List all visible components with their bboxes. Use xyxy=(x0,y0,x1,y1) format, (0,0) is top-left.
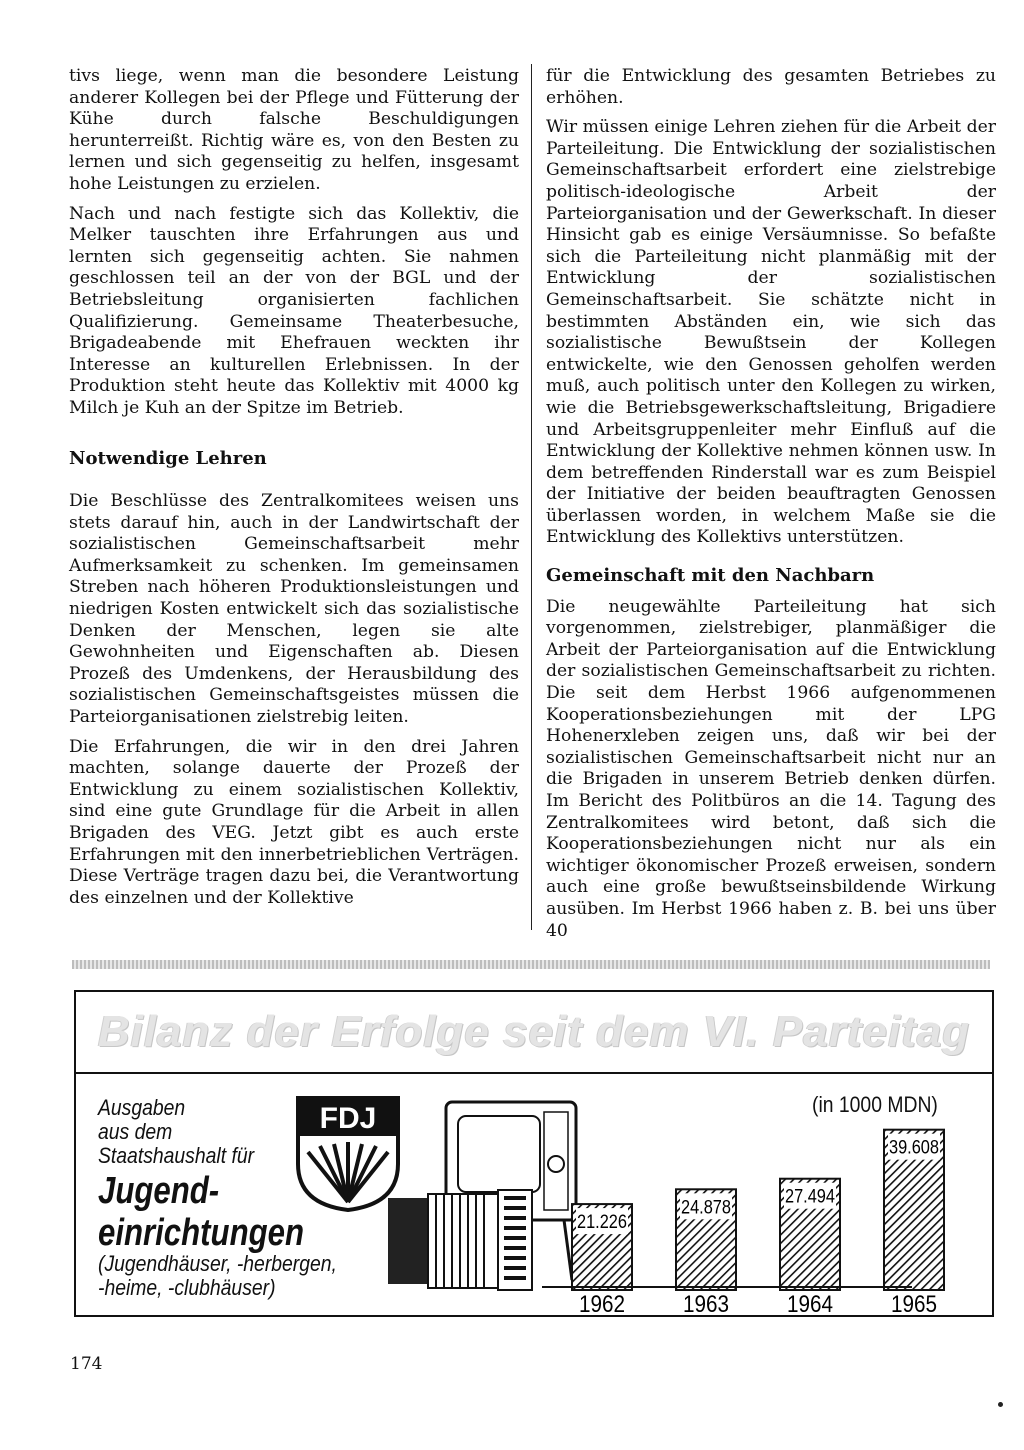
page-number: 174 xyxy=(70,1354,103,1374)
caption-sub-2: -heime, -clubhäuser) xyxy=(98,1275,276,1300)
fdj-logo-text: FDJ xyxy=(319,1102,377,1135)
value-label-1962: 21.226 xyxy=(577,1212,627,1234)
left-column xyxy=(69,66,519,917)
value-label-1964: 27.494 xyxy=(785,1186,836,1208)
caption-line-1: Ausgaben xyxy=(98,1095,186,1120)
year-label-1963: 1963 xyxy=(683,1291,729,1317)
caption-sub-1: (Jugendhäuser, -herbergen, xyxy=(98,1251,337,1276)
banner-title: Bilanz der Erfolge seit dem VI. Parteitag xyxy=(97,1007,971,1056)
right-paragraph-3: Die neugewählte Parteileitung hat sich vorgenommen, zielstrebiger, planmäßiger die Arbeit der Parteiorganisation auf die Entwicklung der sozialistischen Gemeinschaftsarbeit zu richten. Die seit dem Herbst 1966 aufgenommenen Kooperationsbeziehungen mit der LPG Hohenerxleben zeigen uns, daß wir bei der sozialistischen Gemeinschaftsarbeit nicht nur an die Brigaden in unserem Betrieb denken dürfen. Im Bericht des Politbüros an die 14. Tagung des Zentralkomitees wird betont, daß sich die Kooperationsbeziehungen nicht nur als ein wichtiger ökonomischer Prozeß erweisen, sondern auch eine große bewußtseinsbildende Wirkung ausüben. Im Herbst 1966 haben z. B. bei uns über 40 xyxy=(546,596,996,941)
right-column xyxy=(546,66,996,950)
chart-unit-label: (in 1000 MDN) xyxy=(812,1092,938,1117)
caption-big-2: einrichtungen xyxy=(98,1212,305,1254)
accordion-icon xyxy=(388,1190,532,1290)
caption-line-2: aus dem xyxy=(98,1119,173,1144)
right-paragraph-2: Wir müssen einige Lehren ziehen für die Arbeit der Parteileitung. Die Entwicklung der sozialistischen Gemeinschaftsarbeit erfordert eine zielstrebige politisch-ideologische Arbeit der Parteiorganisation und der Gewerkschaft. In dieser Hinsicht gab es einige Versäumnisse. So befaßte sich die Parteileitung nicht planmäßig mit der Entwicklung der sozialistischen Gemeinschaftsarbeit. Sie schätzte nicht in bestimmten Abständen ein, wie sich das sozialistische Bewußtsein der Kollegen entwickelte, wie den Genossen geholfen werden muß, auch politisch unter den Kollegen zu wirken, wie die Betriebsgewerkschaftsleitung, Brigadiere und Arbeitsgruppenleiter mehr Einfluß auf die Entwicklung der Kollektive nehmen können usw. In dem betreffenden Rinderstall war es zum Beispiel der Initiative der beiden beauftragten Genossen überlassen worden, in welchem Maße sie die Entwicklung des Kollektivs unterstützen. xyxy=(546,117,996,548)
separator-band xyxy=(72,960,990,969)
left-paragraph-2: Nach und nach festigte sich das Kollektiv, die Melker tauschten ihre Erfahrungen aus und lernten sich gegenseitig achten. Sie nahmen geschlossen teil an der von der BGL und der Betriebsleitung organisierten fachlichen Qualifizierung. Gemeinsame Theaterbesuche, Brigadeabende mit Ehefrauen weckten ihr Interesse an kulturellen Erlebnissen. In der Produktion steht heute das Kollektiv mit 4000 kg Milch je Kuh an der Spitze im Betrieb. xyxy=(69,203,519,418)
left-paragraph-1: tivs liege, wenn man die besondere Leistung anderer Kollegen bei der Pflege und Fütterung der Kühe durch falsche Beschuldigungen herunterreißt. Richtig wäre es, von den Besten zu lernen und sich gegenseitig zu helfen, insgesamt hohe Leistungen zu erzielen. xyxy=(69,66,519,194)
heading-notwendige-lehren: Notwendige Lehren xyxy=(69,447,267,469)
year-label-1965: 1965 xyxy=(891,1291,937,1317)
left-paragraph-4: Die Erfahrungen, die wir in den drei Jahren machten, solange dauerte der Prozeß der Entwicklung zu einem sozialistischen Kollektiv, sind eine gute Grundlage für die Arbeit in allen Brigaden des VEG. Jetzt gibt es auch erste Erfahrungen mit den innerbetrieblichen Verträgen. Diese Verträge tragen dazu bei, die Verantwortung des einzelnen und der Kollektive xyxy=(69,736,519,908)
left-paragraph-3: Die Beschlüsse des Zentralkomitees weisen uns stets darauf hin, auch in der Landwirtschaft der sozialistischen Gemeinschaftsarbeit mehr Aufmerksamkeit zu schenken. Im gemeinsamen Streben nach höheren Produktionsleistungen und niedrigen Kosten entwickelt sich das sozialistische Denken der Menschen, legen sie alte Gewohnheiten und Eigenschaften ab. Diesen Prozeß des Umdenkens, der Herausbildung des sozialistischen Gemeinschaftsgeistes müssen die Parteiorganisationen zielstrebig leiten. xyxy=(69,491,519,728)
column-divider xyxy=(531,64,532,930)
chart-baseline xyxy=(542,1286,912,1288)
right-paragraph-1: für die Entwicklung des gesamten Betriebes zu erhöhen. xyxy=(546,66,996,108)
year-label-1964: 1964 xyxy=(787,1291,833,1317)
heading-gemeinschaft: Gemeinschaft mit den Nachbarn xyxy=(546,565,875,587)
value-label-1965: 39.608 xyxy=(889,1137,939,1159)
year-label-1962: 1962 xyxy=(579,1291,625,1317)
infographic-banner xyxy=(76,992,992,1074)
value-label-1963: 24.878 xyxy=(681,1197,731,1219)
caption-line-3: Staatshaushalt für xyxy=(98,1143,255,1168)
infographic-box xyxy=(74,990,994,1317)
margin-dot xyxy=(998,1402,1003,1407)
fdj-emblem xyxy=(294,1094,402,1212)
caption-big-1: Jugend- xyxy=(98,1170,220,1212)
